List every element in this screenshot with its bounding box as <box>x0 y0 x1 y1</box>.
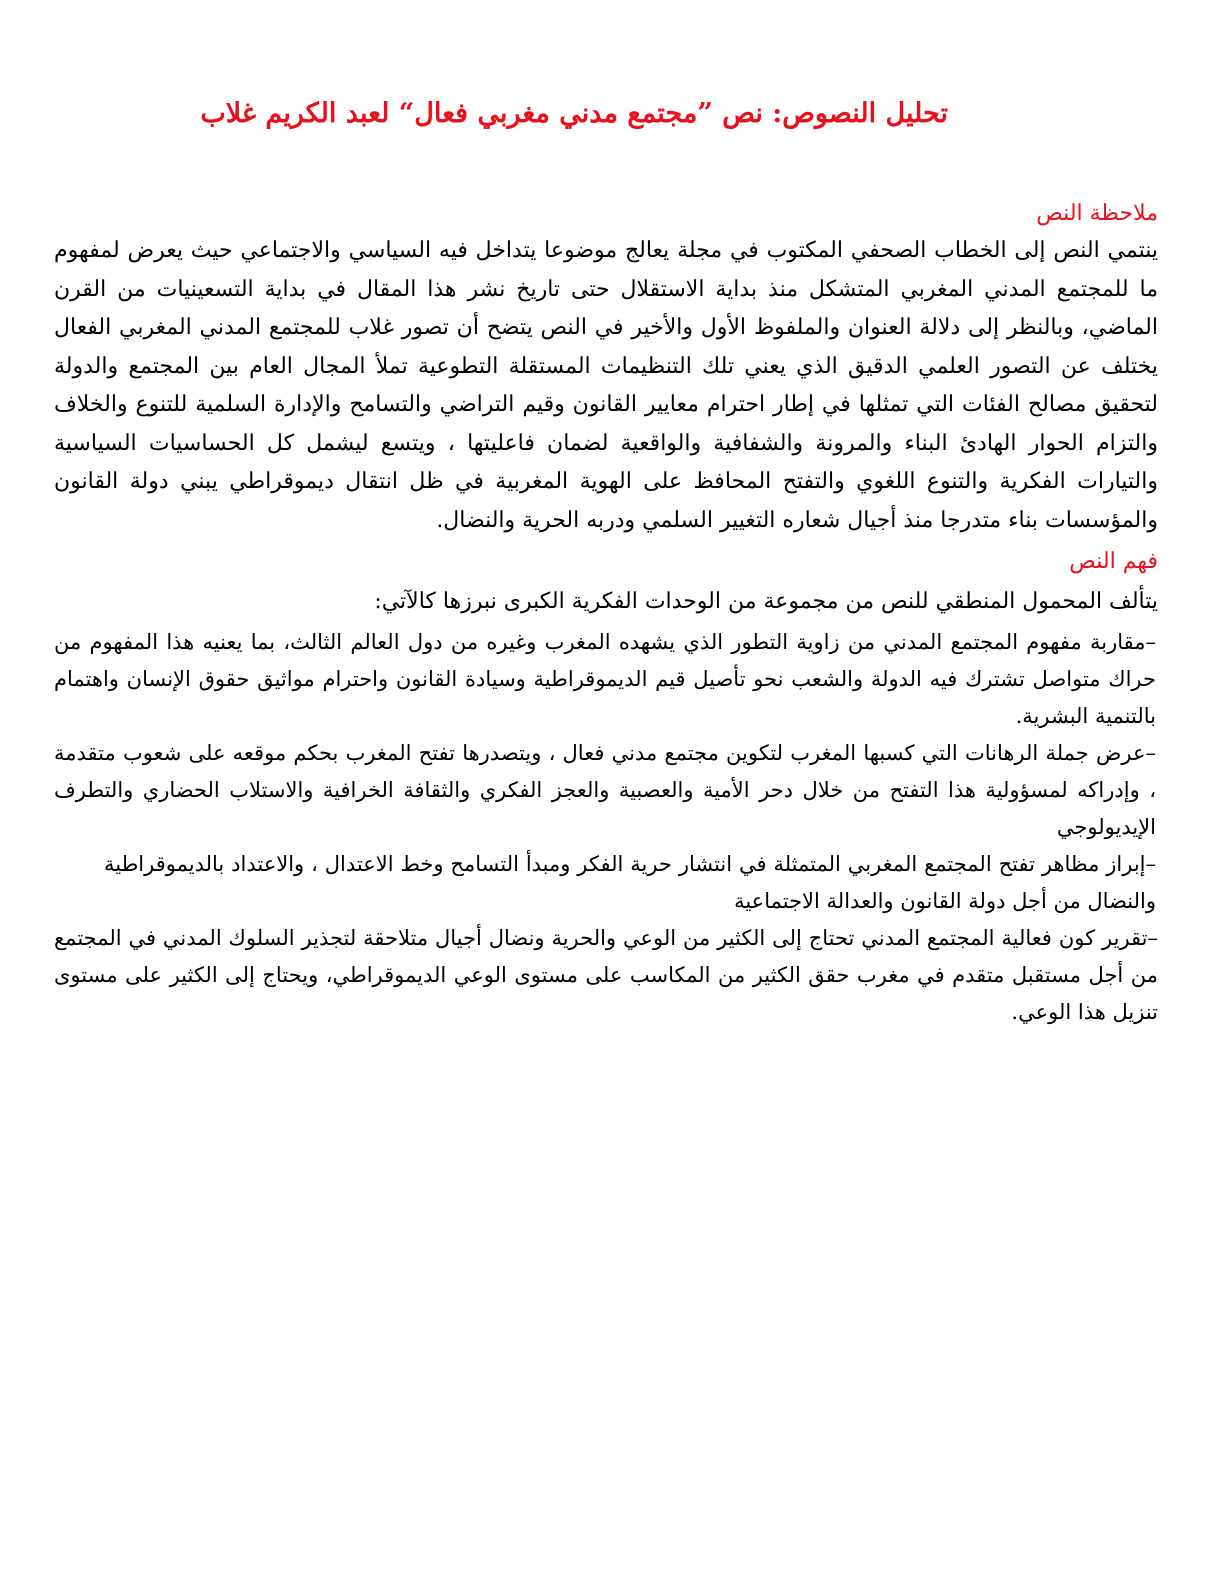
idea-item-1: –مقاربة مفهوم المجتمع المدني من زاوية التطور الذي يشهده المغرب وغيره من دول العالم الثالث، بما يعنيه هذا المفهوم من حراك متواصل تشترك فيه الدولة والشعب نحو تأصيل قيم الديموقراطية وسيادة القانون واحترام مواثيق حقوق الإنسان واهتمام بالتنمية البشرية. <box>54 630 1156 728</box>
idea-item-3: –إبراز مظاهر تفتح المجتمع المغربي المتمثلة في انتشار حرية الفكر ومبدأ التسامح وخط الاعتدال ، والاعتداد بالديموقراطية والنضال من أجل دولة القانون والعدالة الاجتماعية <box>104 852 1156 913</box>
idea-item-4: –تقرير كون فعالية المجتمع المدني تحتاج إلى الكثير من الوعي والحرية ونضال أجيال متلاحقة لتجذير السلوك المدني في المجتمع من أجل مستقبل متقدم في مغرب حقق الكثير من المكاسب على مستوى الوعي الديموقراطي، ويحتاج إلى الكثير على مستوى تنزيل هذا الوعي. <box>54 926 1158 1024</box>
comprehension-intro: يتألف المحمول المنطقي للنص من مجموعة من الوحدات الفكرية الكبرى نبرزها كالآتي: <box>374 589 1158 614</box>
section-text-comprehension <box>54 544 1158 1031</box>
observation-paragraph: ينتمي النص إلى الخطاب الصحفي المكتوب في مجلة يعالج موضوعا يتداخل فيه السياسي والاجتماعي حيث يعرض لمفهوم ما للمجتمع المدني المغربي المتشكل منذ بداية الاستقلال حتى تاريخ نشر هذا المقال في بداية التسعينيات من القرن الماضي، وبالنظر إلى دلالة العنوان والملفوظ الأول والأخير في النص يتضح أن تصور غلاب للمجتمع المدني المغربي الفعال يختلف عن التصور العلمي الدقيق الذي يعني تلك التنظيمات المستقلة التطوعية تملأ المجال العام بين المجتمع والدولة لتحقيق مصالح الفئات التي تمثلها في إطار احترام معايير القانون وقيم التراضي والتسامح والإدارة السلمية للتنوع والخلاف والتزام الحوار الهادئ البناء والمرونة والشفافية والواقعية لضمان فاعليتها ، ويتسع ليشمل كل الحساسيات السياسية والتيارات الفكرية والتنوع اللغوي والتفتح المحافظ على الهوية المغربية في ظل انتقال ديموقراطي يبني دولة القانون والمؤسسات بناء متدرجا منذ أجيال شعاره التغيير السلمي ودربه الحرية والنضال. <box>54 238 1158 533</box>
idea-list <box>54 624 1158 1031</box>
document-title: تحليل النصوص: نص ”مجتمع مدني مغربي فعال“ لعبد الكريم غلاب <box>200 98 948 129</box>
section-text-observation <box>54 196 1158 540</box>
section-heading-comprehension: فهم النص <box>1069 549 1158 574</box>
idea-item-2: –عرض جملة الرهانات التي كسبها المغرب لتكوين مجتمع مدني فعال ، ويتصدرها تفتح المغرب بحكم موقعه على شعوب متقدمة ، وإدراكه لمسؤولية هذا التفتح من خلال دحر الأمية والعصبية والعجز الفكري والثقافة الخرافية والاستلاب الحضاري والتطرف الإيديولوجي <box>54 741 1156 839</box>
section-heading-observation: ملاحظة النص <box>1036 201 1158 226</box>
